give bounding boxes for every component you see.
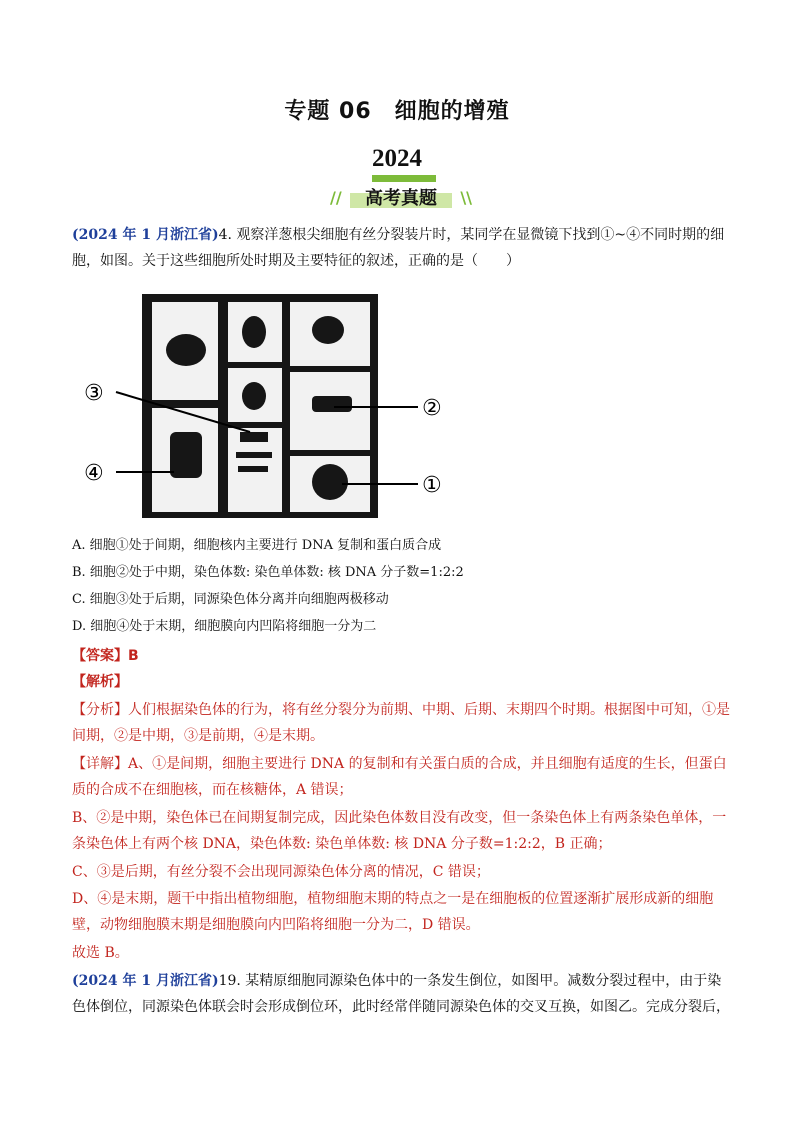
year-heading: 2024 — [372, 145, 422, 172]
section-banner — [330, 184, 472, 212]
question-19-stem — [72, 968, 732, 1020]
option-c: C. 细胞③处于后期，同源染色体分离并向细胞两极移动 — [72, 592, 389, 607]
option-b: B. 细胞②处于中期，染色体数: 染色单体数: 核 DNA 分子数=1:2:2 — [72, 565, 464, 580]
answer-line: 【答案】B — [72, 648, 139, 664]
label-cell-3: ③ — [84, 381, 104, 406]
question-text: 4. 观察洋葱根尖细胞有丝分裂装片时，某同学在显微镜下找到①~④不同时期的细胞，如图。关于这些细胞所处时期及主要特征的叙述，正确的是（ ） — [72, 227, 725, 269]
banner-slashes-left: // — [330, 188, 342, 207]
conclusion: 故选 B。 — [72, 945, 129, 961]
detail-d: D、④是末期，题干中指出植物细胞，植物细胞末期的特点之一是在细胞板的位置逐渐扩展形成新的细胞壁，动物细胞膜末期是细胞膜向内凹陷将细胞一分为二，D 错误。 — [72, 891, 714, 933]
detail-c: C、③是后期，有丝分裂不会出现同源染色体分离的情况，C 错误； — [72, 864, 490, 880]
option-d: D. 细胞④处于末期，细胞膜向内凹陷将细胞一分为二 — [72, 619, 377, 634]
analysis-heading: 【解析】 — [72, 674, 128, 690]
label-cell-2: ② — [422, 396, 442, 421]
detail-a: 【详解】A、①是间期，细胞主要进行 DNA 的复制和有关蛋白质的合成，并且细胞有适度的生长，但蛋白质的合成不在细胞核，而在核糖体，A 错误； — [72, 756, 727, 798]
option-a: A. 细胞①处于间期，细胞核内主要进行 DNA 复制和蛋白质合成 — [72, 538, 442, 553]
micrograph-image — [82, 292, 454, 520]
question-source: (2024 年 1 月浙江省) — [72, 227, 219, 243]
question-text: 19. 某精原细胞同源染色体中的一条发生倒位，如图甲。减数分裂过程中，由于染色体倒位，同源染色体联会时会形成倒位环，此时经常伴随同源染色体的交叉互换，如图乙。完成分裂后， — [72, 973, 730, 1015]
micrograph-figure — [82, 292, 454, 520]
page-title: 专题 06 细胞的增殖 — [284, 99, 510, 124]
banner-label: 高考真题 — [365, 188, 437, 209]
label-cell-1: ① — [422, 473, 442, 498]
label-cell-4: ④ — [84, 461, 104, 486]
question-4-stem — [72, 222, 732, 274]
banner-slashes-right: \\ — [460, 188, 472, 207]
question-source: (2024 年 1 月浙江省) — [72, 973, 219, 989]
detail-b: B、②是中期，染色体已在间期复制完成，因此染色体数目没有改变，但一条染色体上有两条染色单体，一条染色体上有两个核 DNA，染色体数: 染色单体数: 核 DNA 分子数=1:2:2，B 正确； — [72, 810, 727, 852]
analysis-text: 【分析】人们根据染色体的行为，将有丝分裂分为前期、中期、后期、末期四个时期。根据图中可知，①是间期，②是中期，③是前期，④是末期。 — [72, 702, 730, 744]
year-underline — [372, 175, 436, 182]
